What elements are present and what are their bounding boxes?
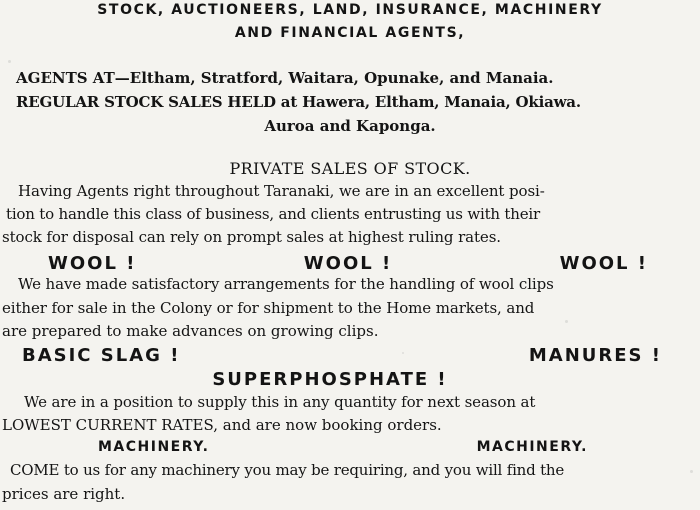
wool-heading-1: WOOL !	[48, 253, 137, 274]
sales-line-1: REGULAR STOCK SALES HELD at Hawera, Eltham, Manaia, Okiawa.	[16, 93, 581, 111]
print-speck	[8, 60, 11, 63]
private-sales-title: PRIVATE SALES OF STOCK.	[229, 159, 471, 178]
print-speck	[690, 470, 693, 473]
wool-text-3: are prepared to make advances on growing clips.	[2, 322, 379, 340]
superphosphate-heading: SUPERPHOSPHATE !	[212, 369, 448, 390]
manures-text-1: We are in a position to supply this in any quantity for next season at	[24, 393, 536, 411]
wool-text-2: either for sale in the Colony or for shipment to the Home markets, and	[2, 299, 535, 317]
manures-heading: MANURES !	[528, 345, 662, 366]
machinery-text-1: COME to us for any machinery you may be requiring, and you will find the	[10, 461, 565, 479]
wool-headings	[48, 253, 648, 274]
basic-slag-heading: BASIC SLAG !	[22, 345, 181, 366]
wool-heading-3: WOOL !	[559, 253, 648, 274]
print-speck	[565, 320, 568, 323]
manures-text-2: LOWEST CURRENT RATES, and are now booking orders.	[2, 416, 442, 434]
private-sales-text-1: Having Agents right throughout Taranaki, we are in an excellent posi-	[18, 182, 545, 200]
wool-text-1: We have made satisfactory arrangements for the handling of wool clips	[18, 275, 554, 293]
machinery-heading-2: MACHINERY.	[476, 439, 588, 455]
sales-line-2: Auroa and Kaponga.	[264, 117, 436, 135]
header-line-1: STOCK, AUCTIONEERS, LAND, INSURANCE, MACHINERY	[97, 2, 603, 18]
private-sales-text-2: tion to handle this class of business, and clients entrusting us with their	[6, 205, 540, 223]
machinery-text-2: prices are right.	[2, 485, 126, 503]
private-sales-text-3: stock for disposal can rely on prompt sales at highest ruling rates.	[2, 228, 501, 246]
wool-heading-2: WOOL !	[303, 253, 393, 274]
manure-headings	[22, 345, 662, 366]
machinery-heading-1: MACHINERY.	[98, 439, 210, 455]
agents-line: AGENTS AT—Eltham, Stratford, Waitara, Opunake, and Manaia.	[16, 69, 554, 87]
machinery-headings	[98, 439, 588, 455]
header-line-2: AND FINANCIAL AGENTS,	[234, 25, 466, 41]
